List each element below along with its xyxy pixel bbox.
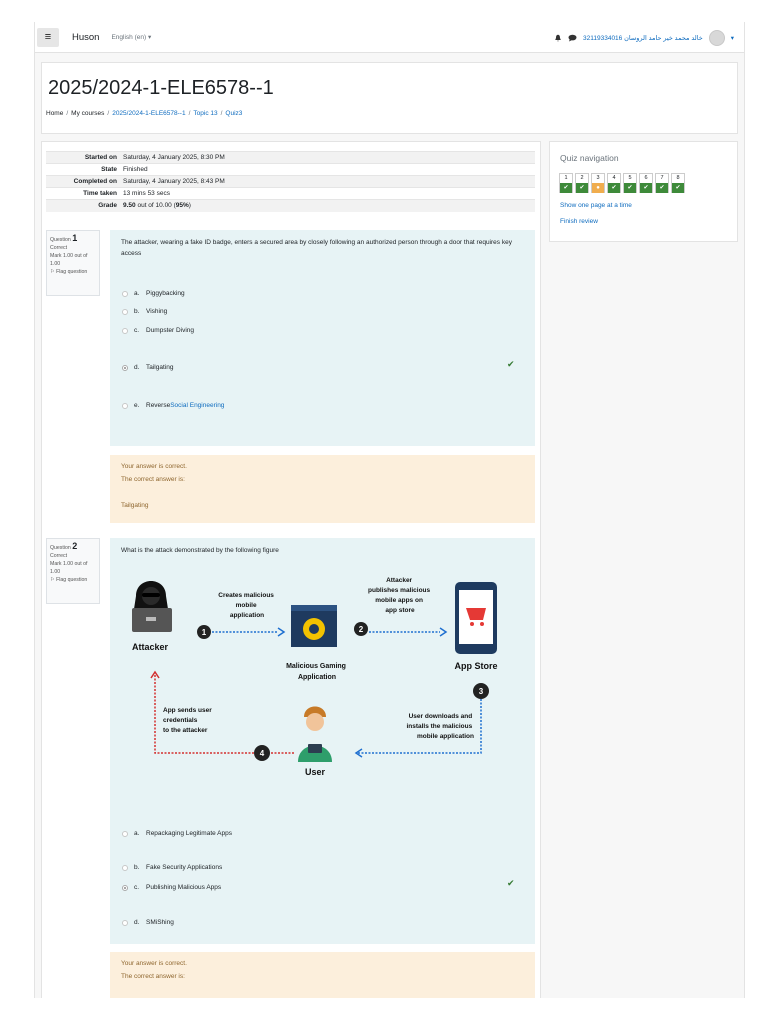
page-title: 2025/2024-1-ELE6578--1 xyxy=(48,77,274,99)
q2-option-b[interactable]: b. Fake Security Applications xyxy=(122,864,222,871)
breadcrumb-course[interactable]: 2025/2024-1-ELE6578--1 xyxy=(112,110,186,117)
question-text: The attacker, wearing a fake ID badge, enters a secured area by closely following an authorized person through a door that requires key access xyxy=(121,239,512,257)
flag-question[interactable]: ⚐ Flag question xyxy=(50,269,88,275)
attacker-label: Attacker xyxy=(131,642,169,652)
q1-option-c[interactable]: c. Dumpster Diving xyxy=(122,327,194,334)
table-row: Started on Saturday, 4 January 2025, 8:30 PM xyxy=(46,152,535,164)
breadcrumb-home[interactable]: Home xyxy=(46,110,64,117)
table-row: Time taken 13 mins 53 secs xyxy=(46,188,535,200)
q1-option-e[interactable]: e. Reverse Social Engineering xyxy=(122,402,224,409)
avatar[interactable] xyxy=(709,30,725,46)
question-2-info: Question 2 Correct Mark 1.00 out of 1.00 ⚐ Flag question xyxy=(46,538,100,604)
quiz-nav-question-8[interactable]: 8 ✔ xyxy=(671,173,685,193)
publishes-label: Attacker publishes malicious mobile apps on app store xyxy=(368,577,431,614)
malicious-app-label: Malicious Gaming Application xyxy=(286,663,346,681)
q1-option-a[interactable]: a. Piggybacking xyxy=(122,290,185,297)
site-brand[interactable]: Huson xyxy=(72,31,100,43)
chat-icon[interactable] xyxy=(568,34,577,42)
table-row: Grade 9.50 out of 10.00 (95%) xyxy=(46,200,535,212)
breadcrumb-topic[interactable]: Topic 13 xyxy=(193,110,218,117)
attacker-icon xyxy=(132,581,172,632)
attack-figure xyxy=(118,562,523,817)
radio-button-checked xyxy=(122,885,128,891)
quiz-nav-question-2[interactable]: 2 ✔ xyxy=(575,173,589,193)
quiz-nav-question-4[interactable]: 4 ✔ xyxy=(607,173,621,193)
language-menu[interactable]: English ‎(en)‎ ▾ xyxy=(111,34,152,41)
breadcrumb-my-courses[interactable]: My courses xyxy=(71,110,105,117)
sends-label: App sends user credentials to the attacker xyxy=(163,707,212,734)
q2-option-d[interactable]: d. SMiShing xyxy=(122,919,174,926)
finish-review-link[interactable]: Finish review xyxy=(560,218,598,225)
correct-check-icon: ✔ xyxy=(507,878,515,888)
svg-text:2: 2 xyxy=(358,625,364,634)
attempt-summary-table xyxy=(46,151,535,212)
flag-icon: ⚐ xyxy=(50,269,57,275)
user-icon xyxy=(298,707,332,763)
user-label: User xyxy=(304,767,326,777)
correct-check-icon: ✔ xyxy=(507,359,515,369)
radio-button-checked xyxy=(122,365,128,371)
question-status: Correct xyxy=(50,553,68,559)
quiz-nav-question-7[interactable]: 7 ✔ xyxy=(655,173,669,193)
glossary-link[interactable]: Social Engineering xyxy=(170,402,225,409)
page-header xyxy=(41,62,738,134)
flag-question[interactable]: ⚐ Flag question xyxy=(50,577,88,583)
table-row: Completed on Saturday, 4 January 2025, 8:43 PM xyxy=(46,176,535,188)
question-1-info: Question 1 Correct Mark 1.00 out of 1.00 ⚐ Flag question xyxy=(46,230,100,296)
downloads-label: User downloads and installs the malicious mobile application xyxy=(406,713,474,740)
q2-option-c[interactable]: c. Publishing Malicious Apps xyxy=(122,884,221,891)
top-navbar xyxy=(35,22,745,53)
quiz-nav-question-1[interactable]: 1 ✔ xyxy=(559,173,573,193)
malicious-app-icon xyxy=(291,605,337,647)
flag-icon: ⚐ xyxy=(50,577,57,583)
svg-text:4: 4 xyxy=(259,749,265,758)
question-text: What is the attack demonstrated by the following figure xyxy=(121,547,279,554)
table-row: State Finished xyxy=(46,164,535,176)
quiz-navigation-block xyxy=(549,141,738,242)
svg-text:3: 3 xyxy=(478,687,484,696)
radio-button xyxy=(122,309,128,315)
question-status: Correct xyxy=(50,245,68,251)
hamburger-icon[interactable]: ≡ xyxy=(37,28,59,47)
app-store-label: App Store xyxy=(454,661,498,671)
quiz-nav-question-3[interactable]: 3 ● xyxy=(591,173,605,193)
svg-text:1: 1 xyxy=(201,628,207,637)
radio-button xyxy=(122,865,128,871)
user-name[interactable]: 32119334016 خالد محمد خير حامد الروسان xyxy=(583,34,703,42)
page-frame xyxy=(34,22,745,998)
question-mark: Mark 1.00 out of 1.00 xyxy=(50,561,88,575)
radio-button xyxy=(122,291,128,297)
user-menu-caret[interactable]: ▾ xyxy=(730,34,734,42)
creates-label: Creates malicious mobile application xyxy=(218,592,274,619)
question-mark: Mark 1.00 out of 1.00 xyxy=(50,253,88,267)
app-store-phone-icon xyxy=(455,582,497,654)
q2-option-a[interactable]: a. Repackaging Legitimate Apps xyxy=(122,830,232,837)
radio-button xyxy=(122,328,128,334)
bell-icon[interactable] xyxy=(554,34,562,42)
question-buttons xyxy=(559,173,685,193)
show-one-page-link[interactable]: Show one page at a time xyxy=(560,202,632,209)
radio-button xyxy=(122,403,128,409)
quiz-nav-question-6[interactable]: 6 ✔ xyxy=(639,173,653,193)
radio-button xyxy=(122,831,128,837)
question-1-content xyxy=(110,230,535,446)
q1-option-b[interactable]: b. Vishing xyxy=(122,308,167,315)
user-area xyxy=(554,22,734,53)
radio-button xyxy=(122,920,128,926)
question-2-content xyxy=(110,538,535,944)
question-2-feedback: Your answer is correct. The correct answer is: xyxy=(110,952,535,998)
q1-option-d[interactable]: d. Tailgating xyxy=(122,364,173,371)
breadcrumb: Home / My courses / 2025/2024-1-ELE6578--1 / Topic 13 / Quiz3 xyxy=(46,110,243,117)
question-1-feedback: Your answer is correct. The correct answer is: Tailgating xyxy=(110,455,535,523)
quiz-nav-question-5[interactable]: 5 ✔ xyxy=(623,173,637,193)
quiz-review-region xyxy=(41,141,541,998)
quiz-navigation-title: Quiz navigation xyxy=(560,153,619,163)
breadcrumb-quiz[interactable]: Quiz3 xyxy=(225,110,243,117)
